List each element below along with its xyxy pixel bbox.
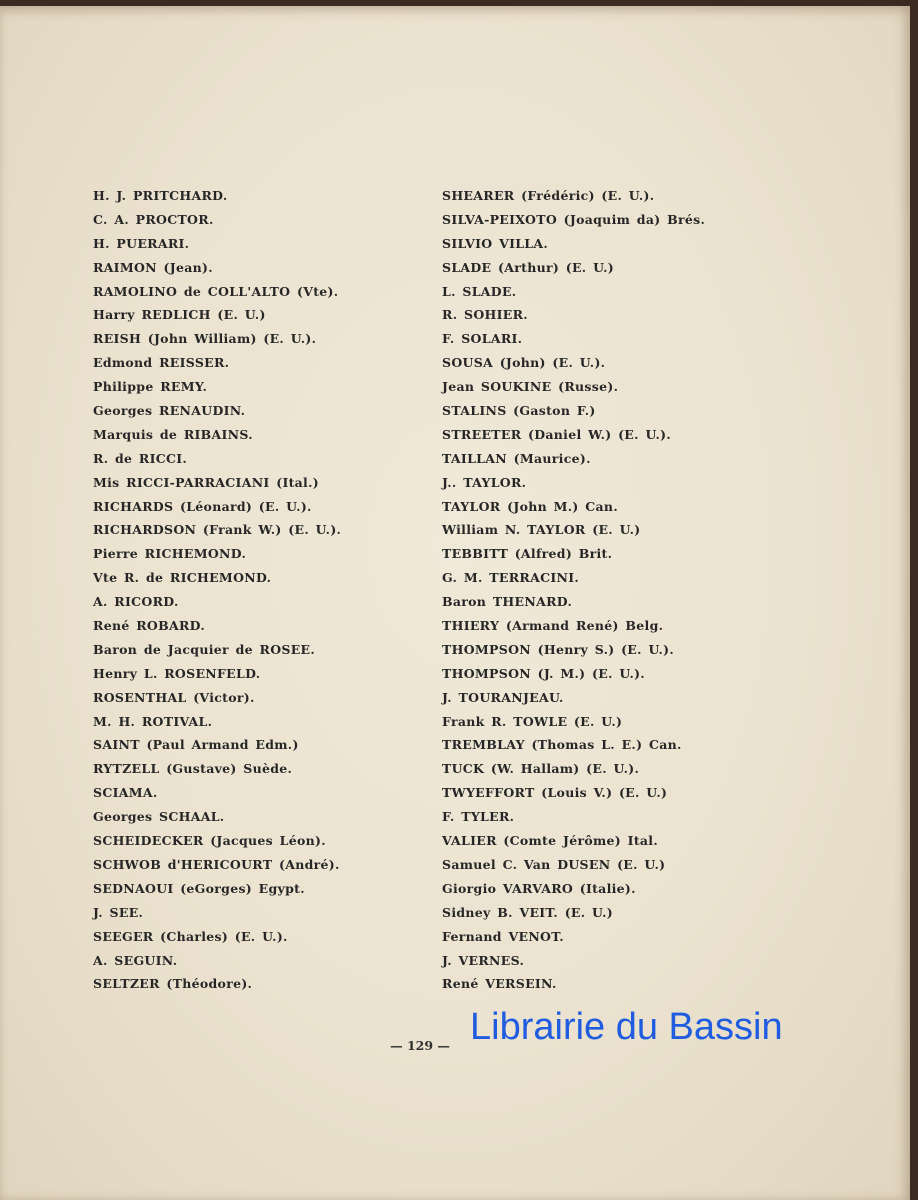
name-entry: A. RICORD. — [93, 594, 179, 610]
name-entry: H. PUERARI. — [93, 235, 190, 251]
name-entry: STALINS (Gaston F.) — [442, 403, 596, 419]
name-entry: THOMPSON (Henry S.) (E. U.). — [442, 641, 675, 657]
name-entry: Sidney B. VEIT. (E. U.) — [442, 904, 613, 920]
name-entry: SOUSA (John) (E. U.). — [442, 355, 606, 371]
name-entry: Harry REDLICH (E. U.) — [93, 307, 266, 323]
name-entry: C. A. PROCTOR. — [93, 211, 214, 227]
name-entry: Vte R. de RICHEMOND. — [93, 570, 272, 586]
name-entry: TAILLAN (Maurice). — [442, 450, 591, 466]
left-name-column — [93, 184, 423, 996]
name-entry: J. TOURANJEAU. — [442, 689, 564, 705]
name-entry: REISH (John William) (E. U.). — [93, 331, 317, 347]
name-entry: L. SLADE. — [442, 283, 517, 299]
name-entry: TUCK (W. Hallam) (E. U.). — [442, 761, 640, 777]
name-entry: F. TYLER. — [442, 809, 515, 825]
name-entry: SHEARER (Frédéric) (E. U.). — [442, 188, 655, 203]
name-entry: STREETER (Daniel W.) (E. U.). — [442, 426, 672, 442]
name-entry: Giorgio VARVARO (Italie). — [442, 880, 636, 896]
name-entry: THOMPSON (J. M.) (E. U.). — [442, 665, 645, 681]
name-entry: SILVIO VILLA. — [442, 235, 549, 251]
page-number: — 129 — — [390, 1038, 450, 1053]
name-entry: Henry L. ROSENFELD. — [93, 665, 261, 681]
name-entry: THIERY (Armand René) Belg. — [442, 618, 664, 634]
name-entry: Georges SCHAAL. — [93, 809, 225, 825]
name-entry: SEEGER (Charles) (E. U.). — [93, 928, 288, 944]
name-entry: A. SEGUIN. — [93, 952, 178, 968]
name-entry: Jean SOUKINE (Russe). — [442, 379, 619, 395]
name-entry: RAMOLINO de COLL'ALTO (Vte). — [93, 283, 339, 299]
name-entry: SCHEIDECKER (Jacques Léon). — [93, 833, 326, 849]
name-entry: J.. TAYLOR. — [442, 474, 527, 490]
name-entry: SCHWOB d'HERICOURT (André). — [93, 856, 340, 872]
name-entry: R. SOHIER. — [442, 307, 528, 323]
name-entry: RICHARDS (Léonard) (E. U.). — [93, 498, 312, 514]
name-entry: SELTZER (Théodore). — [93, 976, 253, 992]
right-name-column — [442, 184, 742, 996]
name-entry: SILVA-PEIXOTO (Joaquim da) Brés. — [442, 211, 706, 227]
name-entry: Mis RICCI-PARRACIANI (Ital.) — [93, 474, 319, 490]
name-entry: J. SEE. — [93, 904, 144, 920]
name-entry: SLADE (Arthur) (E. U.) — [442, 259, 614, 275]
name-entry: Georges RENAUDIN. — [93, 403, 246, 419]
name-entry: ROSENTHAL (Victor). — [93, 689, 255, 705]
name-entry: RICHARDSON (Frank W.) (E. U.). — [93, 522, 342, 538]
name-entry: G. M. TERRACINI. — [442, 570, 579, 586]
name-entry: Marquis de RIBAINS. — [93, 426, 253, 442]
name-entry: Fernand VENOT. — [442, 928, 564, 944]
name-entry: RYTZELL (Gustave) Suède. — [93, 761, 293, 777]
name-entry: H. J. PRITCHARD. — [93, 188, 228, 203]
name-entry: M. H. ROTIVAL. — [93, 713, 213, 729]
name-entry: SCIAMA. — [93, 785, 158, 801]
name-entry: Samuel C. Van DUSEN (E. U.) — [442, 856, 666, 872]
name-entry: SEDNAOUI (eGorges) Egypt. — [93, 880, 305, 896]
book-page — [0, 6, 910, 1200]
name-entry: F. SOLARI. — [442, 331, 523, 347]
name-entry: TAYLOR (John M.) Can. — [442, 498, 618, 514]
name-entry: Frank R. TOWLE (E. U.) — [442, 713, 623, 729]
name-entry: William N. TAYLOR (E. U.) — [442, 522, 641, 538]
name-entry: VALIER (Comte Jérôme) Ital. — [442, 833, 658, 849]
name-entry: Baron de Jacquier de ROSEE. — [93, 641, 316, 657]
name-entry: TWYEFFORT (Louis V.) (E. U.) — [442, 785, 668, 801]
name-entry: SAINT (Paul Armand Edm.) — [93, 737, 299, 753]
name-entry: Baron THENARD. — [442, 594, 573, 610]
name-entry: RAIMON (Jean). — [93, 259, 213, 275]
name-entry: René VERSEIN. — [442, 976, 557, 992]
name-entry: R. de RICCI. — [93, 450, 188, 466]
name-entry: TEBBITT (Alfred) Brit. — [442, 546, 613, 562]
name-entry: J. VERNES. — [442, 952, 525, 968]
name-entry: TREMBLAY (Thomas L. E.) Can. — [442, 737, 682, 753]
name-entry: Philippe REMY. — [93, 379, 208, 395]
watermark-text: Librairie du Bassin — [470, 1006, 783, 1048]
name-entry: René ROBARD. — [93, 618, 206, 634]
name-entry: Edmond REISSER. — [93, 355, 230, 371]
name-entry: Pierre RICHEMOND. — [93, 546, 247, 562]
